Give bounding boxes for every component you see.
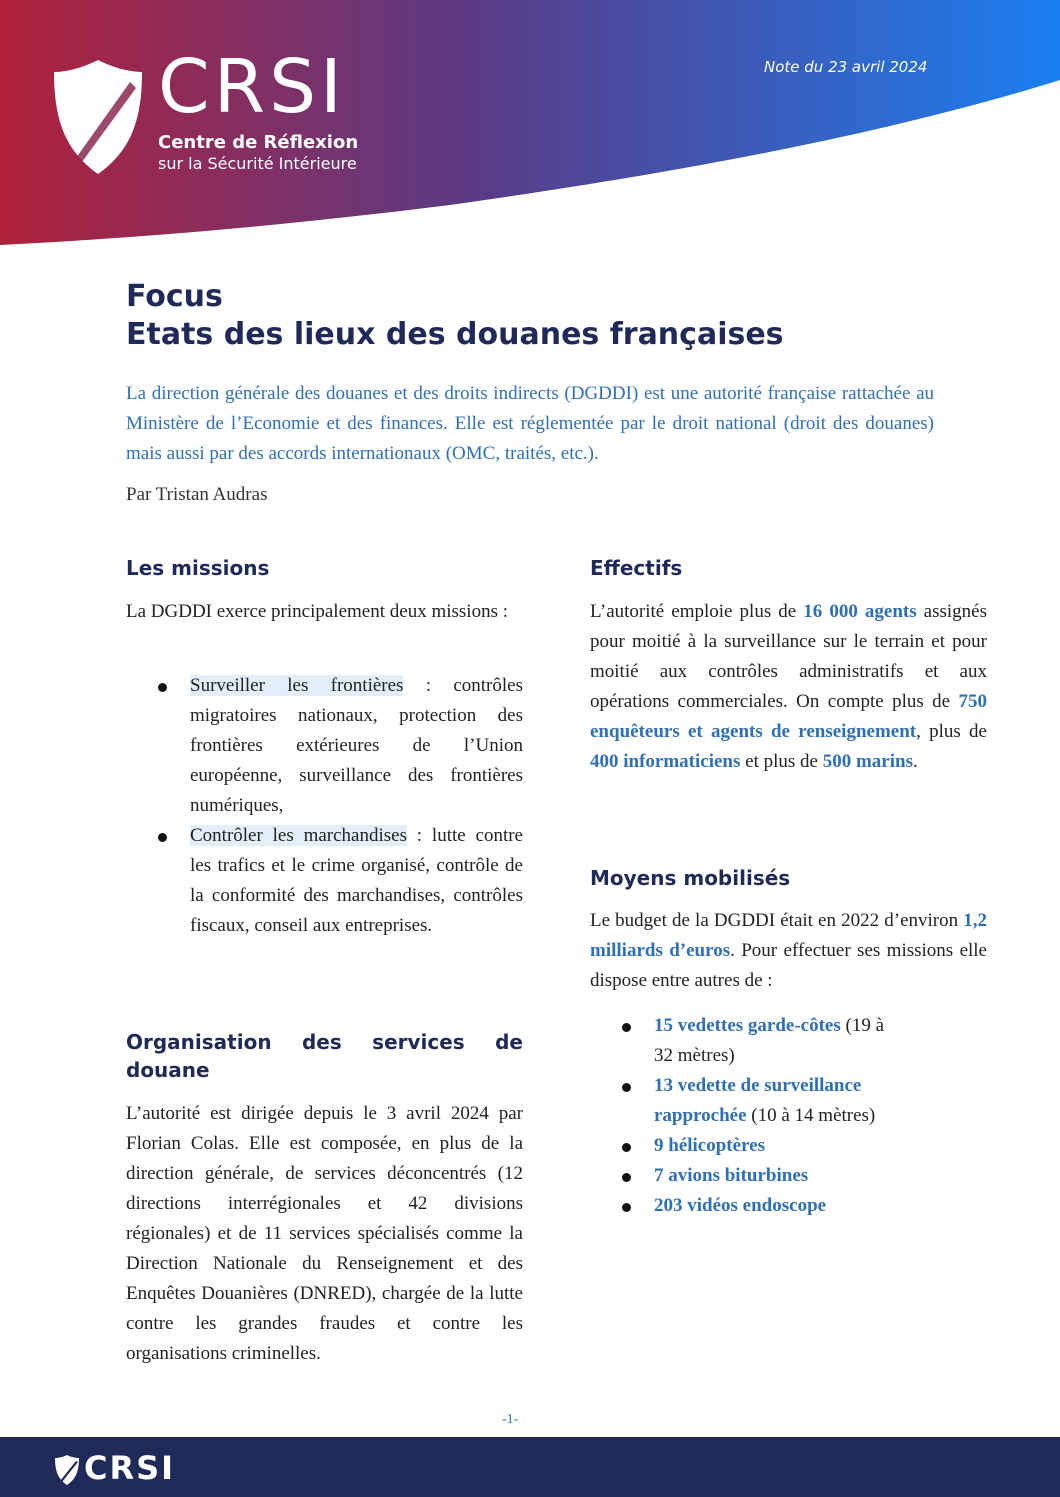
moyens-item-bold: 15 vedettes garde-côtes [654, 1015, 841, 1036]
moyens-list [590, 1011, 900, 1221]
bullet-icon [622, 1023, 631, 1032]
page-title [126, 278, 784, 354]
page-number: -1- [502, 1412, 519, 1427]
intro-paragraph: La direction générale des douanes et des droits indirects (DGDDI) est une autorité française rattachée au Ministère de l’Economie et des finances. Elle est réglementée par le droit national (droit des douanes) mais aussi par des accords internationaux (OMC, traités, etc.). [126, 383, 934, 464]
footer-logo: CRSI [84, 1449, 176, 1487]
header-banner [0, 0, 1060, 260]
title-line-2: Etats des lieux des douanes françaises [126, 317, 784, 352]
title-line-1: Focus [126, 279, 223, 314]
mission-label: Surveiller les frontières [190, 675, 404, 696]
list-item [590, 1191, 900, 1221]
missions-lead: La DGDDI exerce principalement deux missions : [126, 601, 508, 622]
author-line: Par Tristan Audras [126, 484, 268, 505]
effectifs-informaticiens: 400 informaticiens [590, 751, 741, 772]
logo-wordmark: CRSI [158, 44, 346, 130]
bullet-icon [158, 833, 167, 842]
moyens-item-bold: 7 avions biturbines [654, 1165, 809, 1186]
organisation-paragraph: L’autorité est dirigée depuis le 3 avril 2024 par Florian Colas. Elle est composée, en plus de la direction générale, de services déconcentrés (12 directions interrégionales et 42 divisions régionales) et de 11 services spécialisés comme la Direction Nationale du Renseignement et des Enquêtes Douanières (DNRED), chargée de la lutte contre les grandes fraudes et contre les organisations criminelles. [126, 1103, 523, 1364]
logo-subtitle-1: Centre de Réflexion [158, 132, 359, 153]
bullet-icon [622, 1173, 631, 1182]
moyens-item-rest: (19 à 32 mètres) [654, 1015, 885, 1066]
moyens-text-2: . Pour effectuer ses missions elle dispose entre autres de : [590, 940, 987, 991]
footer-shield-icon [54, 1454, 80, 1486]
effectifs-text-1: L’autorité emploie plus de [590, 601, 804, 622]
bullet-icon [158, 683, 167, 692]
list-item [590, 1071, 900, 1131]
heading-effectifs: Effectifs [590, 556, 683, 580]
list-item [126, 821, 523, 941]
logo-subtitle-2: sur la Sécurité Intérieure [158, 154, 357, 173]
moyens-item-bold: 13 vedette de surveillance rapprochée [654, 1075, 862, 1126]
bullet-icon [622, 1203, 631, 1212]
moyens-item-bold: 203 vidéos endoscope [654, 1195, 827, 1216]
moyens-item-bold: 9 hélicoptères [654, 1135, 765, 1156]
mission-text: : lutte contre les trafics et le crime organisé, contrôle de la conformité des marchandises, contrôles fiscaux, conseil aux entreprises. [190, 825, 523, 936]
effectifs-text-2: assignés pour moitié à la surveillance sur le terrain et pour moitié aux contrôles administratifs et aux opérations commerciales. On compte plus de [590, 601, 987, 712]
list-item [590, 1131, 900, 1161]
moyens-text-1: Le budget de la DGDDI était en 2022 d’environ [590, 910, 964, 931]
shield-icon [52, 58, 144, 176]
effectifs-text-5: . [912, 751, 918, 772]
note-date: Note du 23 avril 2024 [764, 58, 928, 76]
mission-label: Contrôler les marchandises [190, 825, 407, 846]
heading-missions: Les missions [126, 556, 270, 580]
effectifs-enqueteurs: 750 enquêteurs et agents de renseignement [590, 691, 987, 742]
crsi-logo [52, 44, 382, 186]
moyens-item-rest: (10 à 14 mètres) [746, 1105, 876, 1126]
missions-list [126, 671, 523, 941]
list-item [590, 1161, 900, 1191]
effectifs-paragraph [590, 597, 987, 777]
list-item [590, 1011, 900, 1071]
list-item [126, 671, 523, 821]
moyens-budget: 1,2 milliards d’euros [590, 910, 987, 961]
effectifs-text-3: , plus de [916, 721, 987, 742]
effectifs-agents: 16 000 agents [803, 601, 917, 622]
bullet-icon [622, 1083, 631, 1092]
heading-organisation: Organisation des services de douane [126, 1030, 523, 1082]
bullet-icon [622, 1143, 631, 1152]
mission-text: : contrôles migratoires nationaux, protection des frontières extérieures de l’Union européenne, surveillance des frontières numériques, [190, 675, 523, 816]
heading-moyens: Moyens mobilisés [590, 866, 791, 890]
effectifs-text-4: et plus de [740, 751, 823, 772]
effectifs-marins: 500 marins [822, 751, 913, 772]
moyens-paragraph [590, 906, 987, 996]
